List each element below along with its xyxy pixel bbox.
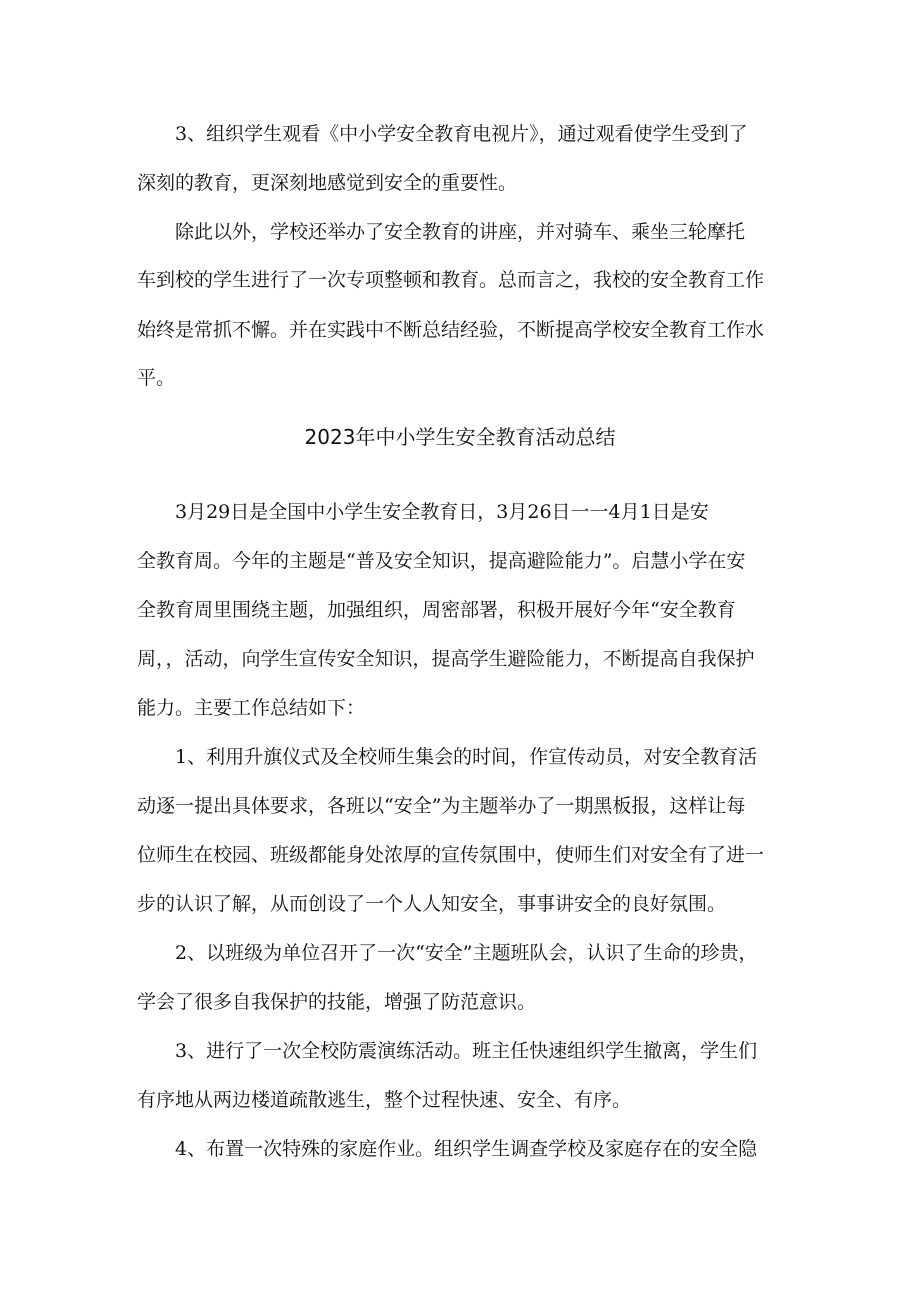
text-line: 3月29日是全国中小学生安全教育日，3月26日一一4月1日是安	[137, 501, 709, 523]
text-line: 能力。主要工作总结如下：	[137, 697, 366, 719]
text-line: 3、组织学生观看《中小学安全教育电视片》，通过观看使学生受到了	[137, 123, 748, 145]
text-line: 有序地从两边楼道疏散逃生，整个过程快速、安全、有序。	[137, 1089, 632, 1111]
text-line: 始终是常抓不懈。并在实践中不断总结经验，不断提高学校安全教育工作水	[137, 319, 765, 341]
text-line: 深刻的教育，更深刻地感觉到安全的重要性。	[137, 172, 518, 194]
text-line: 学会了很多自我保护的技能，增强了防范意识。	[137, 991, 537, 1013]
text-line: 全教育周。今年的主题是“普及安全知识，提高避险能力”。启慧小学在安	[137, 550, 746, 572]
text-line: 步的认识了解，从而创设了一个人人知安全，事事讲安全的良好氛围。	[137, 893, 727, 915]
text-line: 动逐一提出具体要求，各班以“安全”为主题举办了一期黑板报，这样让每	[137, 795, 746, 817]
text-line: 2、以班级为单位召开了一次“安全”主题班队会，认识了生命的珍贵，	[137, 942, 758, 964]
text-line: 车到校的学生进行了一次专项整顿和教育。总而言之，我校的安全教育工作	[137, 269, 765, 291]
text-line: 位师生在校园、班级都能身处浓厚的宣传氛围中，使师生们对安全有了进一	[137, 844, 765, 866]
text-line: 平。	[137, 367, 176, 389]
text-line: 4、布置一次特殊的家庭作业。组织学生调查学校及家庭存在的安全隐	[137, 1138, 758, 1160]
section-title: 2023年中小学生安全教育活动总结	[304, 425, 616, 449]
text-line: 周，，活动，向学生宣传安全知识，提高学生避险能力，不断提高自我保护	[137, 648, 755, 670]
text-line: 1、利用升旗仪式及全校师生集会的时间，作宣传动员，对安全教育活	[137, 746, 758, 768]
text-line: 除此以外，学校还举办了安全教育的讲座，并对骑车、乘坐三轮摩托	[137, 221, 746, 243]
text-line: 全教育周里围绕主题，加强组织，周密部署，积极开展好今年“安全教育	[137, 599, 736, 621]
text-line: 3、进行了一次全校防震演练活动。班主任快速组织学生撤离，学生们	[137, 1040, 758, 1062]
